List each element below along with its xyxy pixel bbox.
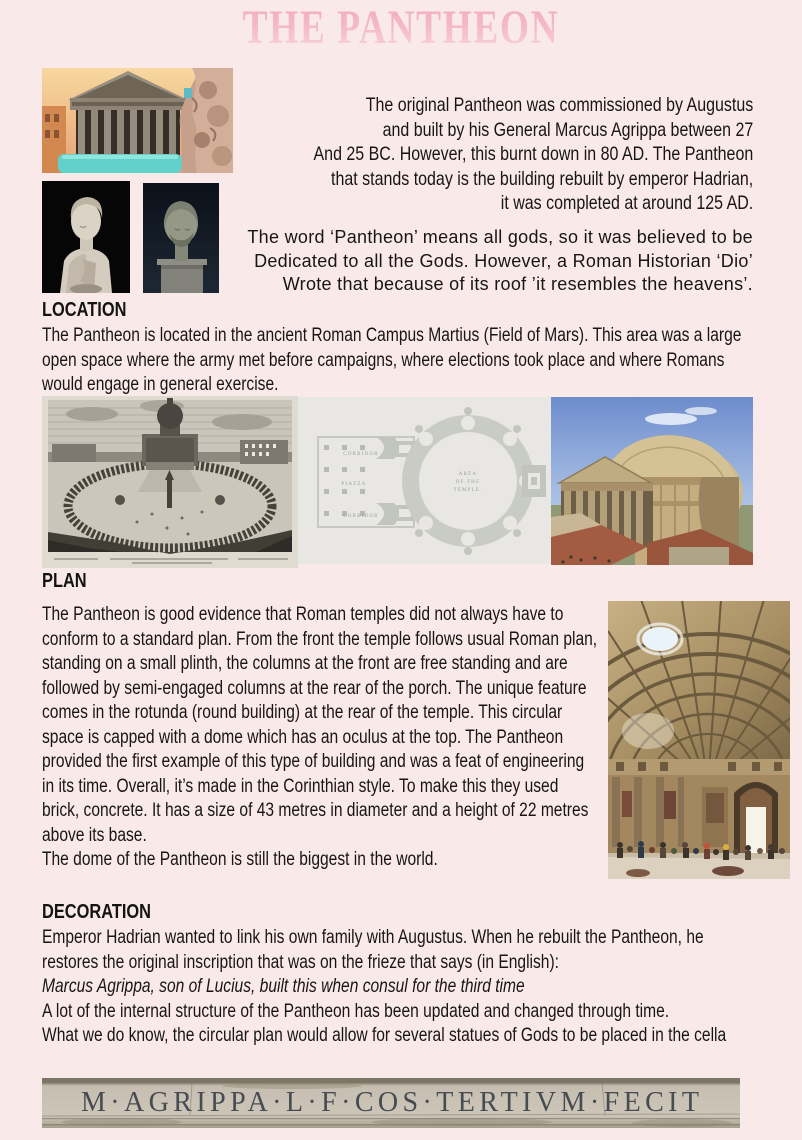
frieze-inscription-text: M·AGRIPPA·L·F·COS·TERTIVM·FECIT (81, 1087, 701, 1118)
pantheon-facade-illustration (42, 68, 233, 173)
floor-plan-image (298, 397, 552, 564)
intro-line: The original Pantheon was commissioned by Augustus (365, 94, 753, 116)
intro-line: that stands today is the building rebuilt by emperor Hadrian, (330, 167, 753, 190)
intro-line: Dedicated to all the Gods. However, a Roman Historian ‘Dio’ (254, 250, 753, 271)
intro-line: it was completed at around 125 AD. (500, 192, 753, 215)
plan-body (42, 603, 598, 873)
plan-paragraph-2: The dome of the Pantheon is still the biggest in the world. (42, 849, 438, 870)
hadrian-bust-illustration (143, 183, 219, 293)
decoration-paragraph-3: What we do know, the circular plan would allow for several statues of Gods to be placed in the cella (42, 1025, 727, 1046)
frieze-inscription-illustration (42, 1078, 740, 1128)
decoration-paragraph-1: Emperor Hadrian wanted to link his own family with Augustus. When he rebuilt the Pantheon, he restores the original inscription that was on the frieze that says (in English): (42, 927, 704, 973)
location-body: The Pantheon is located in the ancient Roman Campus Martius (Field of Mars). This area was a large open space where the army met before campaigns, where elections took place and where Romans would engage in general exercise. (42, 325, 742, 395)
plan-label-piazza: PIAZZA (341, 482, 367, 487)
pantheon-interior-photo (608, 601, 790, 879)
pantheon-facade-photo (42, 68, 233, 173)
pantheon-reconstruction-image (551, 397, 753, 565)
intro-line: The word ‘Pantheon’ means all gods, so it was believed to be (247, 227, 753, 247)
decoration-heading: DECORATION (42, 901, 152, 923)
frieze-inscription-photo (42, 1078, 740, 1128)
page-title (0, 2, 802, 54)
augustus-bust-illustration (42, 181, 130, 293)
decoration-inscription-translation: Marcus Agrippa, son of Lucius, built this when consul for the third time (42, 976, 525, 997)
intro-line: And 25 BC. However, this burnt down in 80 AD. The Pantheon (313, 143, 753, 166)
plan-label-area-2: OF THE (455, 480, 481, 485)
augustus-bust-photo (42, 181, 130, 293)
location-heading: LOCATION (42, 299, 127, 321)
pantheon-reconstruction-illustration (551, 397, 753, 565)
hadrian-bust-photo (143, 183, 219, 293)
plan-label-area-3: TEMPLE. (453, 488, 483, 493)
page-title-text: THE PANTHEON (242, 1, 560, 54)
decoration-body (42, 926, 755, 1049)
intro-line: and built by his General Marcus Agrippa between 27 (382, 118, 753, 141)
plan-paragraph-1: The Pantheon is good evidence that Roman temples did not always have to conform to a standard plan. From the front the temple follows usual Roman plan, standing on a small plinth, the columns at the front are free standing and are followed by semi-engaged columns at the rear of the porch. The unique feature comes in the rotunda (round building) at the rear of the temple. This circular space is capped with a dome which has an oculus at the top. The Pantheon provided the first example of this type of building and was a feat of engineering in its time. Overall, it’s made in the Corinthian style. To make this they used brick, concrete. It has a size of 43 metres in diameter and a height of 22 metres above its base. (42, 604, 598, 846)
plan-label-area-1: AREA (458, 472, 478, 477)
decoration-paragraph-2: A lot of the internal structure of the Pantheon has been updated and changed through time. (42, 1000, 670, 1022)
intro-paragraph-condensed (313, 93, 753, 216)
st-peters-etching-illustration (42, 396, 298, 568)
floor-plan-illustration (298, 397, 552, 564)
intro-line: Wrote that because of its roof ’it resembles the heavens’. (282, 274, 753, 295)
plan-heading: PLAN (42, 570, 87, 592)
plan-label-corridor-bottom: CORRIDOR (343, 514, 379, 519)
pantheon-interior-illustration (608, 601, 790, 879)
plan-label-corridor-top: CORRIDOR (343, 452, 379, 457)
piranesi-etching-image (42, 396, 298, 568)
intro-paragraph-wide (247, 226, 753, 297)
